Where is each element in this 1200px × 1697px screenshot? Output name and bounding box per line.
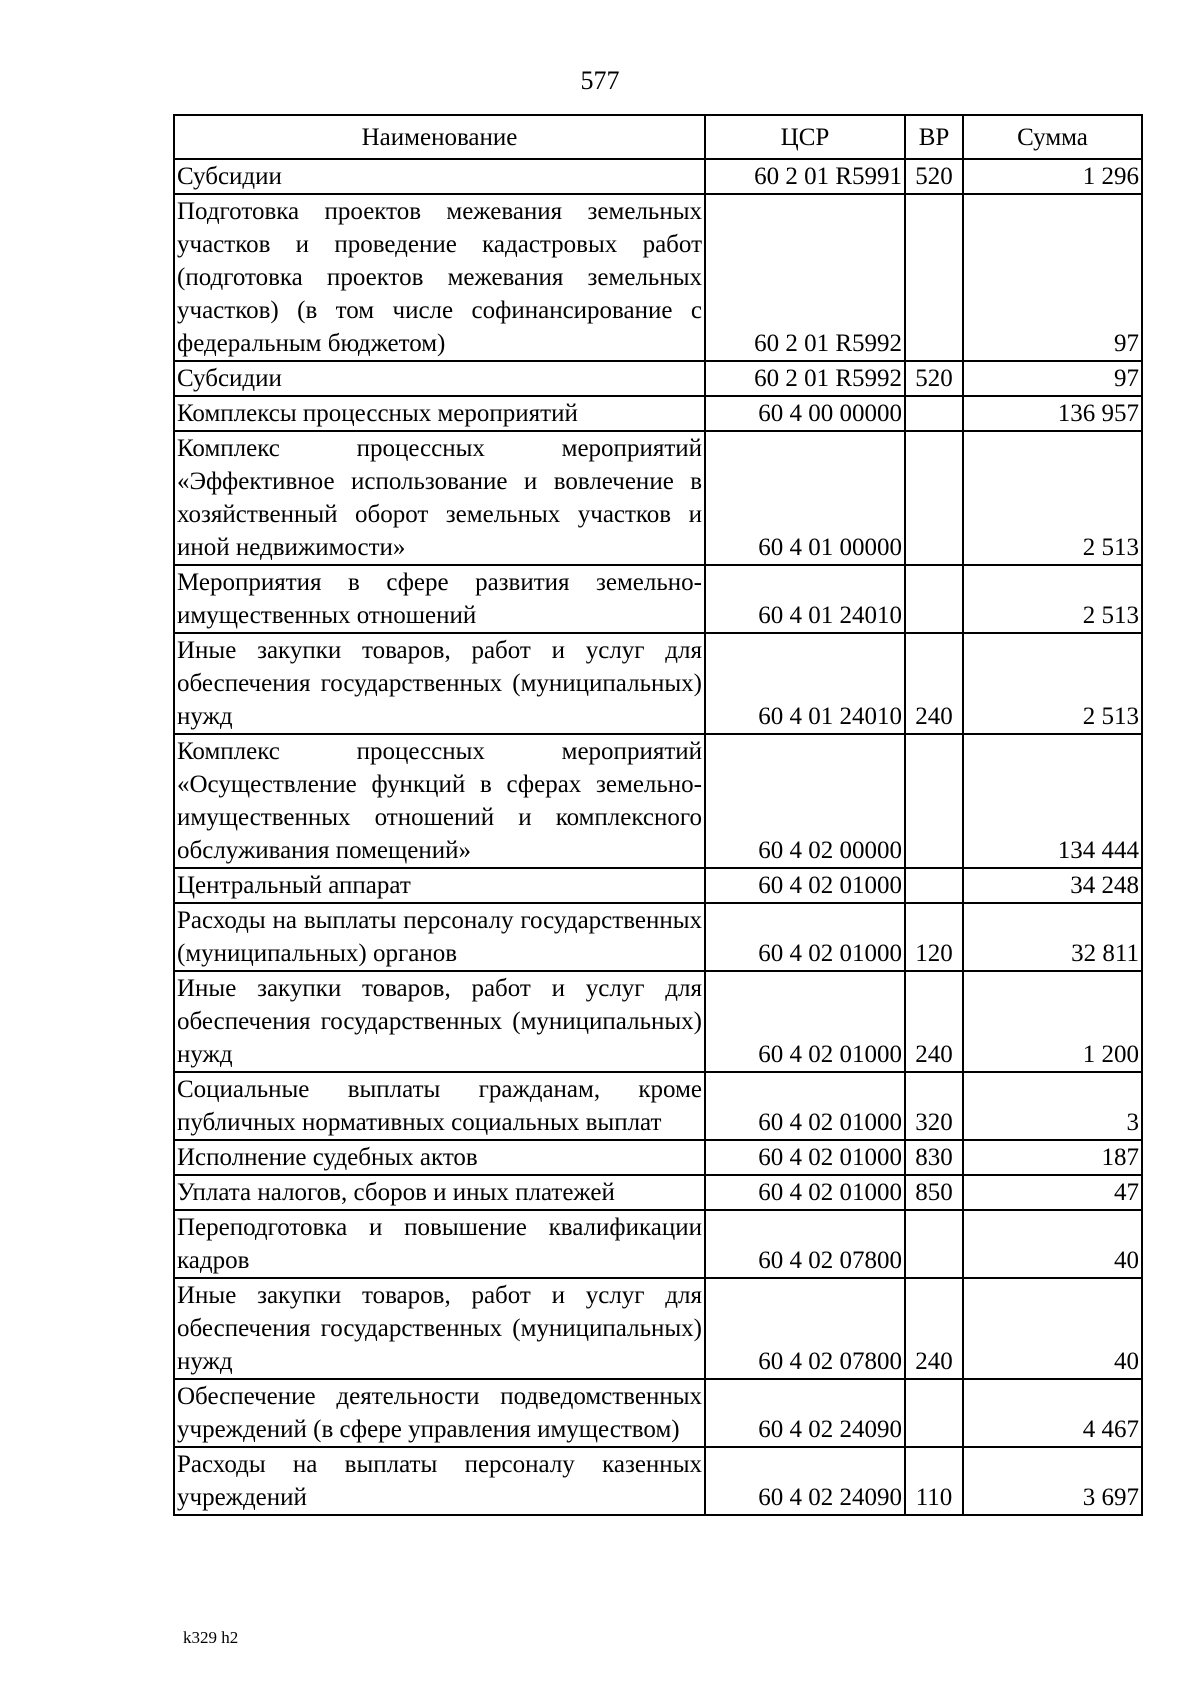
cell-name: Подготовка проектов межевания земельных участков и проведение кадастровых работ (подготовка проектов межевания земельных участков) (в том числе софинансирование с федеральным бюджетом): [174, 194, 705, 361]
table-row: [174, 396, 1142, 431]
budget-table: [173, 114, 1143, 1516]
cell-vr: [905, 565, 963, 633]
cell-vr: 520: [905, 159, 963, 194]
cell-name: Расходы на выплаты персоналу государственных (муниципальных) органов: [174, 903, 705, 971]
cell-sum: 1 296: [963, 159, 1142, 194]
header-name: Наименование: [174, 115, 705, 159]
cell-csr: 60 2 01 R5991: [705, 159, 905, 194]
cell-vr: 850: [905, 1175, 963, 1210]
cell-sum: 1 200: [963, 971, 1142, 1072]
cell-sum: 187: [963, 1140, 1142, 1175]
cell-name: Исполнение судебных актов: [174, 1140, 705, 1175]
table-row: [174, 1379, 1142, 1447]
cell-vr: [905, 868, 963, 903]
cell-vr: 110: [905, 1447, 963, 1515]
header-vr: ВР: [905, 115, 963, 159]
cell-name: Комплекс процессных мероприятий «Эффективное использование и вовлечение в хозяйственный оборот земельных участков и иной недвижимости»: [174, 431, 705, 565]
table-body: [174, 159, 1142, 1515]
table-row: [174, 1210, 1142, 1278]
cell-sum: 97: [963, 361, 1142, 396]
cell-sum: 2 513: [963, 565, 1142, 633]
cell-name: Иные закупки товаров, работ и услуг для обеспечения государственных (муниципальных) нужд: [174, 971, 705, 1072]
cell-name: Субсидии: [174, 159, 705, 194]
cell-vr: [905, 431, 963, 565]
cell-vr: [905, 396, 963, 431]
cell-sum: 34 248: [963, 868, 1142, 903]
cell-name: Иные закупки товаров, работ и услуг для обеспечения государственных (муниципальных) нужд: [174, 633, 705, 734]
cell-csr: 60 2 01 R5992: [705, 194, 905, 361]
cell-vr: [905, 1210, 963, 1278]
cell-sum: 32 811: [963, 903, 1142, 971]
cell-csr: 60 4 01 24010: [705, 633, 905, 734]
cell-csr: 60 4 01 24010: [705, 565, 905, 633]
cell-csr: 60 4 02 01000: [705, 971, 905, 1072]
cell-name: Центральный аппарат: [174, 868, 705, 903]
cell-csr: 60 4 02 07800: [705, 1210, 905, 1278]
table-row: [174, 633, 1142, 734]
cell-sum: 136 957: [963, 396, 1142, 431]
cell-sum: 3 697: [963, 1447, 1142, 1515]
table-row: [174, 1175, 1142, 1210]
cell-name: Обеспечение деятельности подведомственных учреждений (в сфере управления имуществом): [174, 1379, 705, 1447]
cell-name: Уплата налогов, сборов и иных платежей: [174, 1175, 705, 1210]
cell-csr: 60 4 02 01000: [705, 868, 905, 903]
cell-name: Субсидии: [174, 361, 705, 396]
cell-name: Мероприятия в сфере развития земельно-имущественных отношений: [174, 565, 705, 633]
cell-csr: 60 4 02 07800: [705, 1278, 905, 1379]
header-sum: Сумма: [963, 115, 1142, 159]
table-row: [174, 868, 1142, 903]
table-row: [174, 1278, 1142, 1379]
cell-csr: 60 4 00 00000: [705, 396, 905, 431]
cell-vr: [905, 1379, 963, 1447]
table-row: [174, 1072, 1142, 1140]
table-row: [174, 734, 1142, 868]
cell-csr: 60 4 01 00000: [705, 431, 905, 565]
cell-sum: 2 513: [963, 633, 1142, 734]
cell-csr: 60 4 02 01000: [705, 1140, 905, 1175]
footer-code: k329 h2: [183, 1628, 239, 1647]
table-row: [174, 159, 1142, 194]
page-number: 577: [580, 66, 620, 95]
table-row: [174, 431, 1142, 565]
cell-csr: 60 4 02 01000: [705, 1175, 905, 1210]
cell-sum: 2 513: [963, 431, 1142, 565]
cell-sum: 40: [963, 1210, 1142, 1278]
cell-csr: 60 4 02 24090: [705, 1447, 905, 1515]
cell-sum: 40: [963, 1278, 1142, 1379]
cell-name: Иные закупки товаров, работ и услуг для обеспечения государственных (муниципальных) нужд: [174, 1278, 705, 1379]
cell-vr: [905, 194, 963, 361]
cell-name: Социальные выплаты гражданам, кроме публичных нормативных социальных выплат: [174, 1072, 705, 1140]
cell-vr: 830: [905, 1140, 963, 1175]
table-row: [174, 565, 1142, 633]
cell-csr: 60 2 01 R5992: [705, 361, 905, 396]
table-row: [174, 1140, 1142, 1175]
cell-csr: 60 4 02 01000: [705, 1072, 905, 1140]
cell-sum: 134 444: [963, 734, 1142, 868]
cell-vr: 520: [905, 361, 963, 396]
cell-csr: 60 4 02 24090: [705, 1379, 905, 1447]
table-row: [174, 1447, 1142, 1515]
cell-sum: 97: [963, 194, 1142, 361]
cell-vr: [905, 734, 963, 868]
cell-csr: 60 4 02 01000: [705, 903, 905, 971]
cell-vr: 240: [905, 971, 963, 1072]
cell-vr: 320: [905, 1072, 963, 1140]
table-row: [174, 194, 1142, 361]
cell-sum: 4 467: [963, 1379, 1142, 1447]
cell-sum: 3: [963, 1072, 1142, 1140]
cell-vr: 240: [905, 633, 963, 734]
table-row: [174, 903, 1142, 971]
cell-name: Переподготовка и повышение квалификации кадров: [174, 1210, 705, 1278]
table-row: [174, 971, 1142, 1072]
cell-name: Расходы на выплаты персоналу казенных учреждений: [174, 1447, 705, 1515]
cell-sum: 47: [963, 1175, 1142, 1210]
cell-name: Комплекс процессных мероприятий «Осуществление функций в сферах земельно-имущественных отношений и комплексного обслуживания помещений»: [174, 734, 705, 868]
header-csr: ЦСР: [705, 115, 905, 159]
table-header-row: [174, 115, 1142, 159]
cell-vr: 240: [905, 1278, 963, 1379]
cell-name: Комплексы процессных мероприятий: [174, 396, 705, 431]
cell-csr: 60 4 02 00000: [705, 734, 905, 868]
table-row: [174, 361, 1142, 396]
cell-vr: 120: [905, 903, 963, 971]
